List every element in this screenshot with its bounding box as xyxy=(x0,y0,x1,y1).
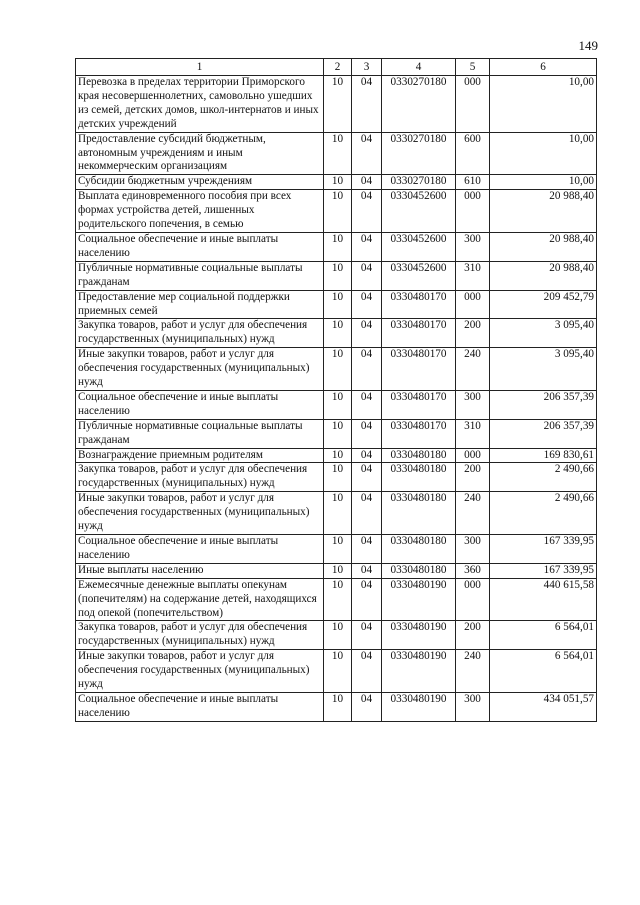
cell-name: Социальное обеспечение и иные выплаты населению xyxy=(76,692,324,721)
cell-name: Иные закупки товаров, работ и услуг для обеспечения государственных (муниципальных) нужд xyxy=(76,348,324,391)
cell-expense-type: 000 xyxy=(456,76,490,133)
table-row xyxy=(76,348,597,391)
cell-amount: 3 095,40 xyxy=(490,319,597,348)
cell-name: Перевозка в пределах территории Приморского края несовершеннолетних, самовольно ушедших из семей, детских домов, школ-интернатов и иных детских учреждений xyxy=(76,76,324,133)
cell-subsection: 04 xyxy=(352,232,382,261)
cell-section: 10 xyxy=(324,448,352,463)
cell-expense-type: 300 xyxy=(456,232,490,261)
page-number: 149 xyxy=(578,38,598,53)
cell-section: 10 xyxy=(324,76,352,133)
cell-subsection: 04 xyxy=(352,578,382,621)
cell-subsection: 04 xyxy=(352,261,382,290)
cell-section: 10 xyxy=(324,190,352,233)
cell-target-article: 0330480180 xyxy=(382,448,456,463)
cell-expense-type: 310 xyxy=(456,261,490,290)
cell-name: Субсидии бюджетным учреждениям xyxy=(76,175,324,190)
table-row xyxy=(76,190,597,233)
cell-subsection: 04 xyxy=(352,448,382,463)
cell-expense-type: 310 xyxy=(456,419,490,448)
cell-section: 10 xyxy=(324,492,352,535)
cell-amount: 10,00 xyxy=(490,76,597,133)
cell-section: 10 xyxy=(324,650,352,693)
cell-expense-type: 360 xyxy=(456,563,490,578)
cell-subsection: 04 xyxy=(352,563,382,578)
cell-subsection: 04 xyxy=(352,132,382,175)
cell-name: Социальное обеспечение и иные выплаты населению xyxy=(76,232,324,261)
cell-target-article: 0330480180 xyxy=(382,535,456,564)
cell-name: Вознаграждение приемным родителям xyxy=(76,448,324,463)
table-row xyxy=(76,463,597,492)
cell-target-article: 0330480190 xyxy=(382,621,456,650)
table-row xyxy=(76,419,597,448)
cell-target-article: 0330480180 xyxy=(382,463,456,492)
table-row xyxy=(76,290,597,319)
cell-subsection: 04 xyxy=(352,535,382,564)
table-row xyxy=(76,261,597,290)
cell-target-article: 0330480170 xyxy=(382,290,456,319)
cell-subsection: 04 xyxy=(352,76,382,133)
table-row xyxy=(76,175,597,190)
cell-section: 10 xyxy=(324,692,352,721)
cell-name: Иные выплаты населению xyxy=(76,563,324,578)
cell-amount: 10,00 xyxy=(490,132,597,175)
cell-name: Публичные нормативные социальные выплаты гражданам xyxy=(76,419,324,448)
cell-target-article: 0330480170 xyxy=(382,419,456,448)
cell-expense-type: 200 xyxy=(456,319,490,348)
cell-expense-type: 200 xyxy=(456,463,490,492)
cell-amount: 20 988,40 xyxy=(490,232,597,261)
cell-amount: 167 339,95 xyxy=(490,563,597,578)
cell-section: 10 xyxy=(324,621,352,650)
cell-subsection: 04 xyxy=(352,492,382,535)
cell-expense-type: 240 xyxy=(456,492,490,535)
cell-name: Закупка товаров, работ и услуг для обеспечения государственных (муниципальных) нужд xyxy=(76,319,324,348)
cell-target-article: 0330452600 xyxy=(382,261,456,290)
cell-section: 10 xyxy=(324,463,352,492)
table-row xyxy=(76,563,597,578)
cell-subsection: 04 xyxy=(352,390,382,419)
cell-amount: 209 452,79 xyxy=(490,290,597,319)
cell-subsection: 04 xyxy=(352,319,382,348)
cell-subsection: 04 xyxy=(352,175,382,190)
cell-subsection: 04 xyxy=(352,463,382,492)
cell-target-article: 0330480180 xyxy=(382,563,456,578)
table-row xyxy=(76,132,597,175)
table-row xyxy=(76,448,597,463)
cell-subsection: 04 xyxy=(352,650,382,693)
cell-name: Иные закупки товаров, работ и услуг для обеспечения государственных (муниципальных) нужд xyxy=(76,492,324,535)
cell-section: 10 xyxy=(324,563,352,578)
cell-amount: 20 988,40 xyxy=(490,190,597,233)
cell-expense-type: 200 xyxy=(456,621,490,650)
cell-target-article: 0330270180 xyxy=(382,76,456,133)
cell-expense-type: 000 xyxy=(456,290,490,319)
cell-amount: 440 615,58 xyxy=(490,578,597,621)
cell-target-article: 0330480190 xyxy=(382,650,456,693)
cell-section: 10 xyxy=(324,578,352,621)
cell-amount: 20 988,40 xyxy=(490,261,597,290)
cell-expense-type: 300 xyxy=(456,692,490,721)
cell-name: Иные закупки товаров, работ и услуг для обеспечения государственных (муниципальных) нужд xyxy=(76,650,324,693)
table-row xyxy=(76,76,597,133)
cell-target-article: 0330270180 xyxy=(382,132,456,175)
cell-expense-type: 000 xyxy=(456,578,490,621)
column-header-amount: 6 xyxy=(490,59,597,76)
cell-amount: 206 357,39 xyxy=(490,390,597,419)
cell-expense-type: 000 xyxy=(456,448,490,463)
cell-section: 10 xyxy=(324,232,352,261)
cell-amount: 169 830,61 xyxy=(490,448,597,463)
cell-amount: 6 564,01 xyxy=(490,650,597,693)
cell-section: 10 xyxy=(324,132,352,175)
cell-subsection: 04 xyxy=(352,348,382,391)
cell-section: 10 xyxy=(324,261,352,290)
cell-name: Ежемесячные денежные выплаты опекунам (попечителям) на содержание детей, находящихся под опекой (попечительством) xyxy=(76,578,324,621)
table-row xyxy=(76,492,597,535)
column-header-subsection: 3 xyxy=(352,59,382,76)
cell-amount: 206 357,39 xyxy=(490,419,597,448)
cell-amount: 2 490,66 xyxy=(490,463,597,492)
cell-subsection: 04 xyxy=(352,190,382,233)
cell-amount: 2 490,66 xyxy=(490,492,597,535)
table-body xyxy=(76,76,597,722)
cell-subsection: 04 xyxy=(352,290,382,319)
cell-section: 10 xyxy=(324,348,352,391)
cell-name: Публичные нормативные социальные выплаты гражданам xyxy=(76,261,324,290)
cell-name: Закупка товаров, работ и услуг для обеспечения государственных (муниципальных) нужд xyxy=(76,463,324,492)
cell-target-article: 0330452600 xyxy=(382,232,456,261)
table-row xyxy=(76,319,597,348)
table-row xyxy=(76,650,597,693)
cell-name: Выплата единовременного пособия при всех формах устройства детей, лишенных родительского попечения, в семью xyxy=(76,190,324,233)
cell-subsection: 04 xyxy=(352,621,382,650)
cell-expense-type: 300 xyxy=(456,535,490,564)
cell-section: 10 xyxy=(324,419,352,448)
table-row xyxy=(76,578,597,621)
table-row xyxy=(76,390,597,419)
column-header-section: 2 xyxy=(324,59,352,76)
table-row xyxy=(76,232,597,261)
cell-section: 10 xyxy=(324,319,352,348)
cell-target-article: 0330480170 xyxy=(382,319,456,348)
column-header-expense-type: 5 xyxy=(456,59,490,76)
table-row xyxy=(76,692,597,721)
cell-expense-type: 610 xyxy=(456,175,490,190)
column-header-name: 1 xyxy=(76,59,324,76)
cell-expense-type: 240 xyxy=(456,348,490,391)
cell-expense-type: 600 xyxy=(456,132,490,175)
cell-section: 10 xyxy=(324,535,352,564)
cell-name: Предоставление мер социальной поддержки приемных семей xyxy=(76,290,324,319)
cell-subsection: 04 xyxy=(352,419,382,448)
cell-section: 10 xyxy=(324,290,352,319)
cell-target-article: 0330480180 xyxy=(382,492,456,535)
cell-name: Предоставление субсидий бюджетным, автономным учреждениям и иным некоммерческим организациям xyxy=(76,132,324,175)
cell-name: Закупка товаров, работ и услуг для обеспечения государственных (муниципальных) нужд xyxy=(76,621,324,650)
cell-amount: 3 095,40 xyxy=(490,348,597,391)
cell-name: Социальное обеспечение и иные выплаты населению xyxy=(76,535,324,564)
cell-target-article: 0330270180 xyxy=(382,175,456,190)
budget-table xyxy=(75,58,597,722)
cell-target-article: 0330480170 xyxy=(382,348,456,391)
table-row xyxy=(76,535,597,564)
cell-subsection: 04 xyxy=(352,692,382,721)
cell-target-article: 0330480190 xyxy=(382,578,456,621)
cell-section: 10 xyxy=(324,390,352,419)
cell-target-article: 0330480170 xyxy=(382,390,456,419)
cell-name: Социальное обеспечение и иные выплаты населению xyxy=(76,390,324,419)
cell-amount: 434 051,57 xyxy=(490,692,597,721)
cell-amount: 6 564,01 xyxy=(490,621,597,650)
cell-target-article: 0330480190 xyxy=(382,692,456,721)
cell-target-article: 0330452600 xyxy=(382,190,456,233)
column-header-target-article: 4 xyxy=(382,59,456,76)
cell-expense-type: 000 xyxy=(456,190,490,233)
cell-amount: 167 339,95 xyxy=(490,535,597,564)
cell-amount: 10,00 xyxy=(490,175,597,190)
cell-expense-type: 240 xyxy=(456,650,490,693)
cell-expense-type: 300 xyxy=(456,390,490,419)
cell-section: 10 xyxy=(324,175,352,190)
table-header-row xyxy=(76,59,597,76)
table-row xyxy=(76,621,597,650)
